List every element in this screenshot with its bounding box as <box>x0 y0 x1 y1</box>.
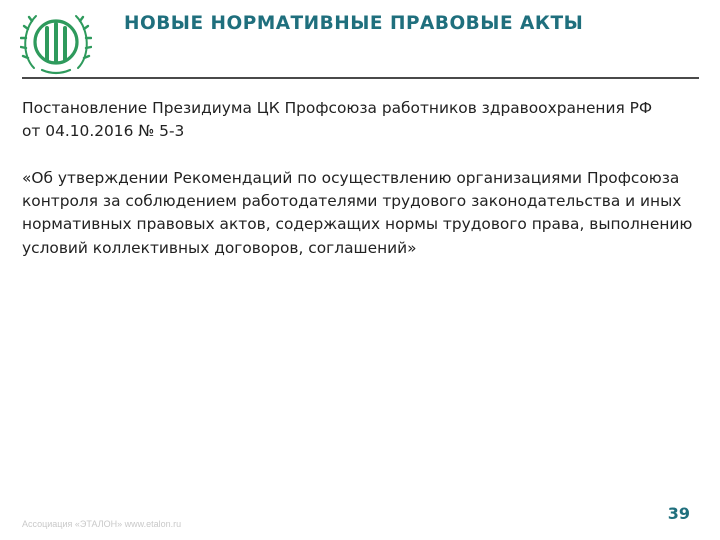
footer-watermark: Ассоциация «ЭТАЛОН» www.etalon.ru <box>22 519 182 529</box>
union-emblem-icon <box>20 8 92 78</box>
page-number: 39 <box>667 504 690 523</box>
resolution-line-2: от 04.10.2016 № 5-3 <box>22 122 185 140</box>
resolution-reference <box>22 97 707 143</box>
header-divider <box>22 77 699 79</box>
resolution-line-1: Постановление Президиума ЦК Профсоюза работников здравоохранения РФ <box>22 99 653 117</box>
resolution-subject: «Об утверждении Рекомендаций по осуществлению организациями Профсоюза контроля за соблюдением работодателями трудового законодательства и иных нормативных правовых актов, содержащих нормы трудового права, выполнению условий коллективных договоров, соглашений» <box>22 169 693 257</box>
page-title: НОВЫЕ НОРМАТИВНЫЕ ПРАВОВЫЕ АКТЫ <box>124 13 584 34</box>
